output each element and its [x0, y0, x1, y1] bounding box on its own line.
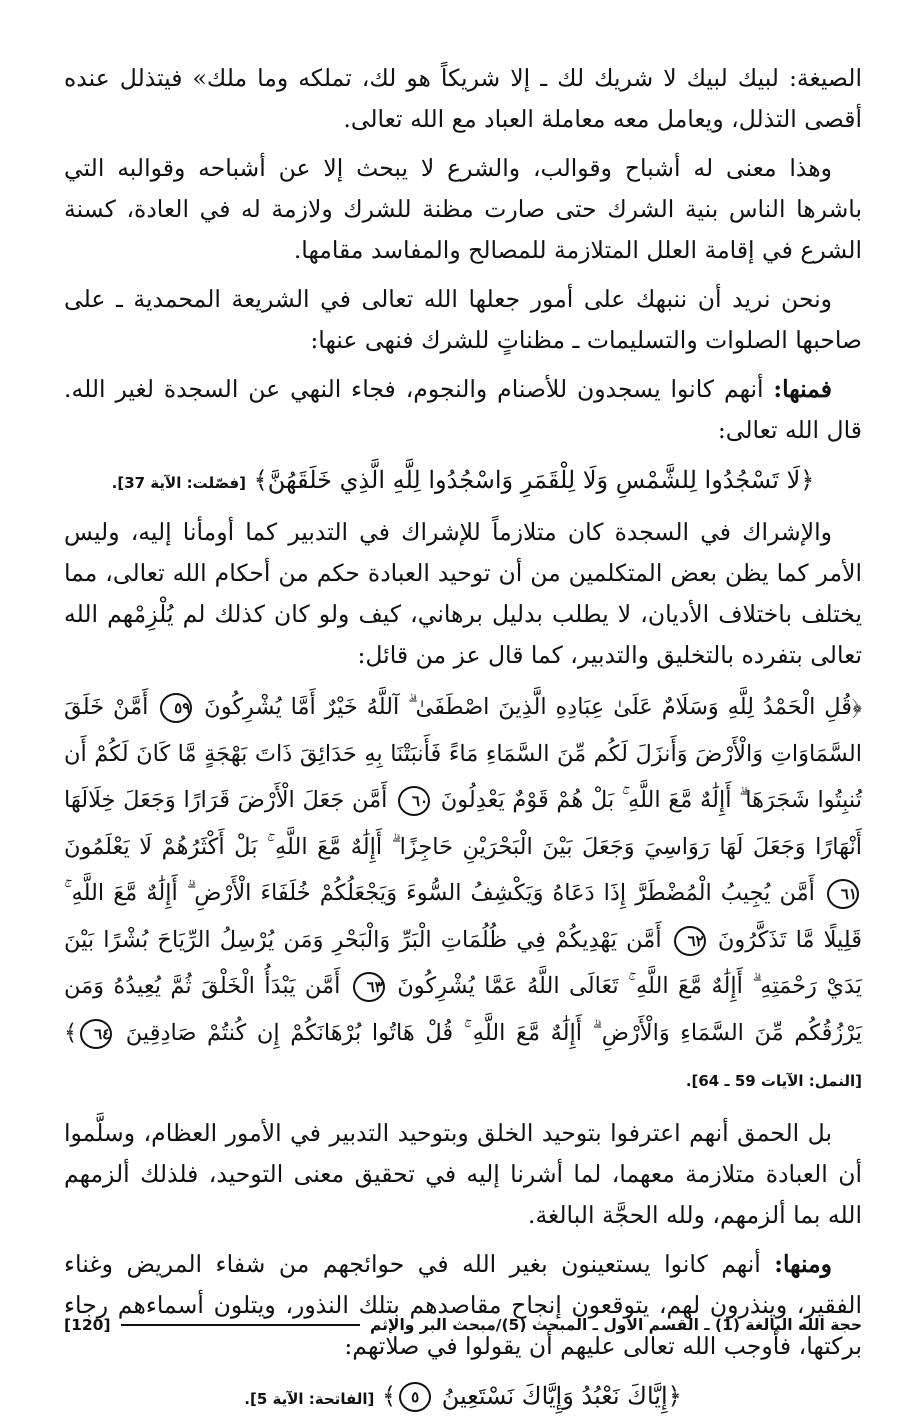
- paragraph-talbiya: [64, 58, 862, 140]
- ayah-number-marker: ٦٣: [353, 972, 385, 1002]
- paragraph-text: والإشراك في السجدة كان متلازماً للإشراك في التدبير كما أومأنا إليه، وليس الأمر كما يظن بعض المتكلمين من أن توحيد العبادة حكم من أحكام الله تعالى، مما يختلف باختلاف الأديان، لا يطلب بدليل برهاني، كيف ولو كان كذلك لم يُلْزِمْهم الله تعالى بتفرده بالتخليق والتدبير، كما قال عز من قائل:: [64, 518, 862, 669]
- paragraph-foolishness: [64, 1113, 862, 1236]
- ayah-number-marker: ٦٤: [80, 1019, 112, 1049]
- verse-segment: أَمَّن يُجِيبُ الْمُضْطَرَّ إِذَا دَعَاهُ وَيَكْشِفُ السُّوءَ وَيَجْعَلُكُمْ خُلَفَاءَ الْأَرْضِ ۗ أَإِلَٰهٌ مَّعَ اللَّهِ ۚ قَلِيلًا مَّا تَذَكَّرُونَ: [64, 880, 863, 953]
- paragraph-forms: [64, 148, 862, 271]
- verse-reference: [فصّلت: الآية 37].: [111, 474, 247, 492]
- footer-divider: [121, 1324, 360, 1326]
- verse-fatiha: [64, 1375, 862, 1420]
- verse-reference: [النمل: الآيات 59 ـ 64].: [685, 1072, 862, 1090]
- paragraph-text: ونحن نريد أن ننبهك على أمور جعلها الله تعالى في الشريعة المحمدية ـ على صاحبها الصلوات والتسليمات ـ مظناتٍ للشرك فنهى عنها:: [64, 285, 862, 354]
- ayah-number-marker: ٥: [399, 1382, 431, 1412]
- verse-segment: أَمَّن جَعَلَ الْأَرْضَ قَرَارًا وَجَعَلَ خِلَالَهَا أَنْهَارًا وَجَعَلَ لَهَا رَوَاسِيَ وَجَعَلَ بَيْنَ الْبَحْرَيْنِ حَاجِزًا ۗ أَإِلَٰهٌ مَّعَ اللَّهِ ۚ بَلْ أَكْثَرُهُمْ لَا يَعْلَمُونَ: [64, 787, 862, 860]
- lead-word: فمنها:: [773, 375, 832, 403]
- paragraph-text: الصيغة: لبيك لبيك لا شريك لك ـ إلا شريكاً هو لك، تملكه وما ملك» فيتذلل عنده أقصى التذلل، ويعامل معه معاملة العباد مع الله تعالى.: [64, 64, 862, 133]
- paragraph-text: أنهم كانوا يستعينون بغير الله في حوائجهم من شفاء المريض وغناء الفقير، وينذرون لهم، يتوقعون إنجاح مقاصدهم بتلك النذور، ويتلون أسماءهم رجاء بركتها، فأوجب الله تعالى عليهم أن يقولوا في صلاتهم:: [64, 1249, 862, 1360]
- page-number: [120]: [64, 1316, 111, 1334]
- paragraph-seeking-help: [64, 1244, 862, 1367]
- ayah-number-marker: ٦٠: [398, 786, 430, 816]
- paragraph-text: أنهم كانوا يسجدون للأصنام والنجوم، فجاء النهي عن السجدة لغير الله. قال الله تعالى:: [64, 375, 862, 444]
- paragraph-prostration: [64, 369, 862, 451]
- verse-text: ﴿إِيَّاكَ نَعْبُدُ وَإِيَّاكَ نَسْتَعِينُ: [441, 1381, 682, 1410]
- verse-segment: أَمَّن يَبْدَأُ الْخَلْقَ ثُمَّ يُعِيدُهُ وَمَن يَرْزُقُكُم مِّنَ السَّمَاءِ وَالْأَرْضِ ۗ أَإِلَٰهٌ مَّعَ اللَّهِ ۚ قُلْ هَاتُوا بُرْهَانَكُمْ إِن كُنتُمْ صَادِقِينَ: [64, 973, 862, 1046]
- verse-close-bracket: ﴾: [382, 1381, 397, 1410]
- paragraph-shirk-tadbir: [64, 512, 862, 676]
- verse-segment: ﴿قُلِ الْحَمْدُ لِلَّهِ وَسَلَامٌ عَلَىٰ عِبَادِهِ الَّذِينَ اصْطَفَىٰ ۗ آللَّهُ خَيْرٌ أَمَّا يُشْرِكُونَ: [204, 694, 862, 720]
- lead-word: ومنها:: [774, 1249, 832, 1278]
- verse-segment: أَمَّنْ خَلَقَ السَّمَاوَاتِ وَالْأَرْضَ وَأَنزَلَ لَكُم مِّنَ السَّمَاءِ مَاءً فَأَنبَتْنَا بِهِ حَدَائِقَ ذَاتَ بَهْجَةٍ مَّا كَانَ لَكُمْ أَن تُنبِتُوا شَجَرَهَا ۗ أَإِلَٰهٌ مَّعَ اللَّهِ ۚ بَلْ هُمْ قَوْمٌ يَعْدِلُونَ: [64, 694, 862, 813]
- paragraph-intro: [64, 279, 862, 361]
- running-footer-title: حجة الله البالغة (1) ـ القسم الأول ـ المبحث (5)/مبحث البر والإثم: [369, 1316, 862, 1334]
- ayah-number-marker: ٦٢: [674, 926, 706, 956]
- ayah-number-marker: ٦١: [827, 879, 859, 909]
- verse-reference: [الفاتحة: الآية 5].: [244, 1389, 375, 1408]
- paragraph-text: بل الحمق أنهم اعترفوا بتوحيد الخلق وبتوحيد التدبير في الأمور العظام، وسلَّموا أن العبادة متلازمة معهما، لما أشرنا إليه في تحقيق معنى التوحيد، فلذلك ألزمهم الله بما ألزمهم، ولله الحجَّة البالغة.: [64, 1118, 862, 1229]
- verse-fussilat: [64, 459, 862, 504]
- verse-close-bracket: ﴾: [64, 1019, 78, 1046]
- verse-segment: أَمَّن يَهْدِيكُمْ فِي ظُلُمَاتِ الْبَرِّ وَالْبَحْرِ وَمَن يُرْسِلُ الرِّيَاحَ بُشْرًا بَيْنَ يَدَيْ رَحْمَتِهِ ۗ أَإِلَٰهٌ مَّعَ اللَّهِ ۚ تَعَالَى اللَّهُ عَمَّا يُشْرِكُونَ: [64, 926, 863, 999]
- page-footer: [64, 1316, 862, 1334]
- verse-text: ﴿لَا تَسْجُدُوا لِلشَّمْسِ وَلَا لِلْقَمَرِ وَاسْجُدُوا لِلَّهِ الَّذِي خَلَقَهُنَّ﴾: [253, 466, 815, 494]
- verse-block-naml: [64, 684, 862, 1105]
- paragraph-text: وهذا معنى له أشباح وقوالب، والشرع لا يبحث إلا عن أشباحه وقوالبه التي باشرها الناس بنية الشرك حتى صارت مظنة للشرك ولازمة له في العادة، كسنة الشرع في إقامة العلل المتلازمة للمصالح والمفاسد مقامها.: [64, 154, 862, 264]
- ayah-number-marker: ٥٩: [160, 693, 192, 723]
